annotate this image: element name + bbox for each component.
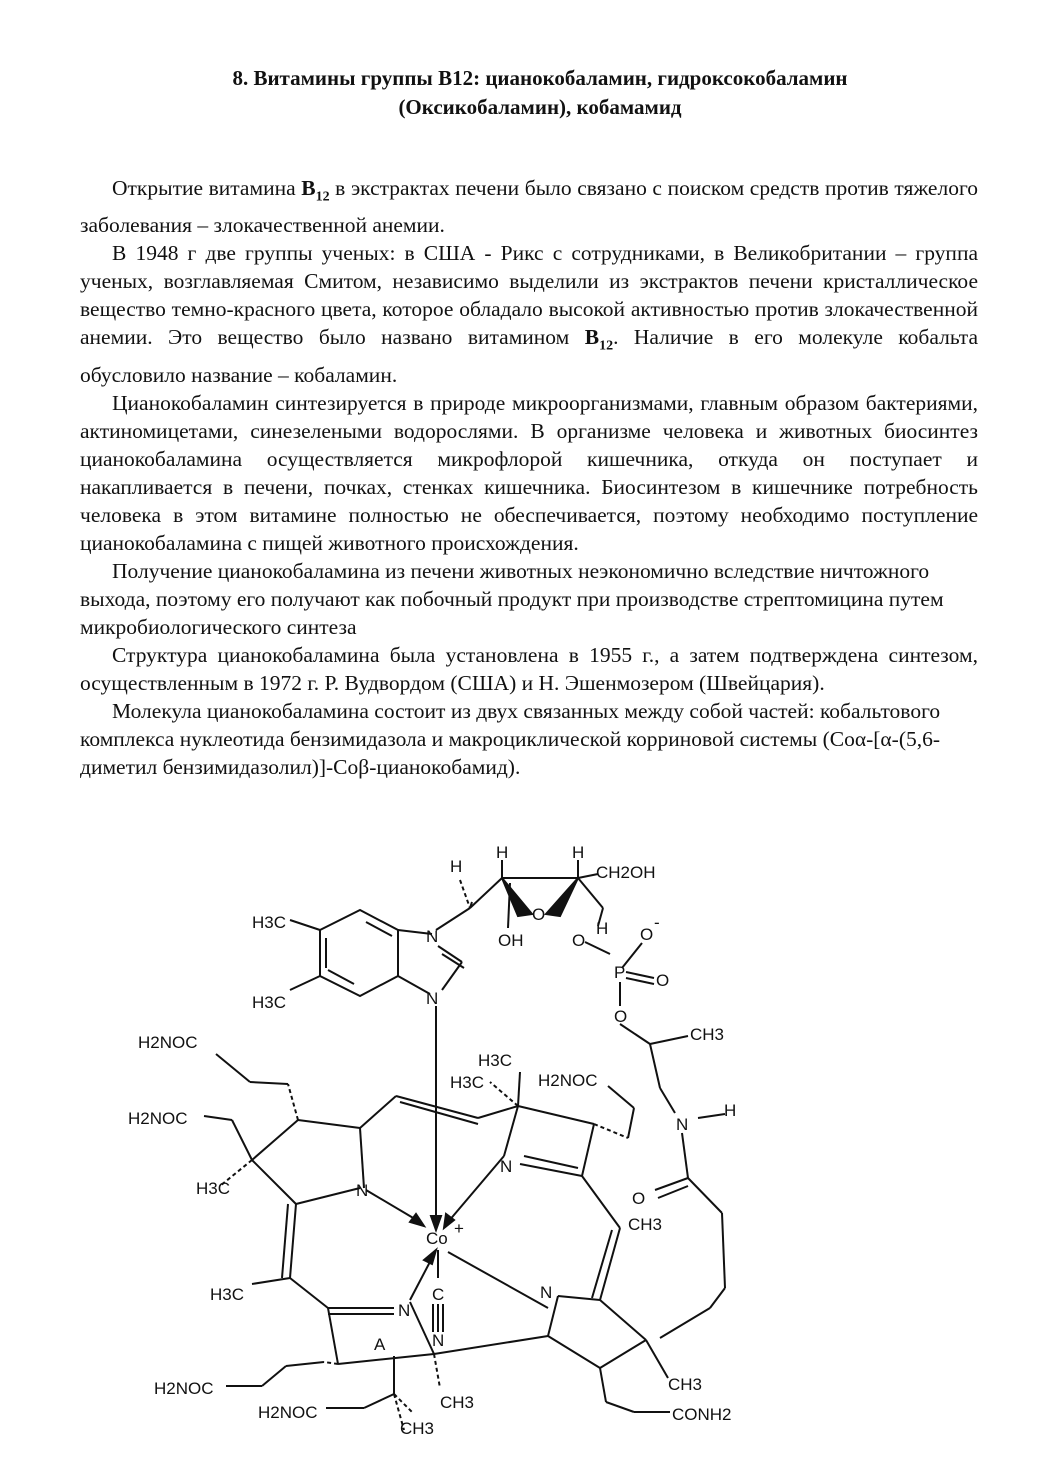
atom-label: H2NOC	[154, 1379, 214, 1398]
atom-label: O	[532, 905, 546, 924]
paragraph-2	[80, 239, 978, 388]
vitamin-b12-label	[584, 325, 614, 354]
p1-text-a: Открытие витамина	[112, 176, 302, 200]
atom-label: CH3	[440, 1393, 475, 1412]
atom-label: CONH2	[672, 1405, 732, 1424]
atom-label: N	[356, 1181, 369, 1200]
title-line-2: (Оксикобаламин), кобамамид	[398, 95, 682, 119]
structure-bonds	[204, 860, 725, 1430]
p1-sub: 12	[315, 189, 330, 205]
body-text	[80, 174, 978, 781]
paragraph-1	[80, 174, 978, 239]
p2-sub: 12	[599, 338, 614, 354]
atom-label: N	[500, 1157, 513, 1176]
atom-label: H3C	[450, 1073, 485, 1092]
atom-label: H	[450, 857, 463, 876]
atom-label: H	[724, 1101, 737, 1120]
atom-label: N	[398, 1301, 411, 1320]
vitamin-b12-label	[301, 176, 330, 205]
atom-label: CH3	[628, 1215, 663, 1234]
atom-label: H2NOC	[138, 1033, 198, 1052]
atom-label: CH2OH	[596, 863, 656, 882]
atom-label: H3C	[252, 913, 287, 932]
atom-label: O	[572, 931, 586, 950]
atom-label: CH3	[400, 1419, 435, 1438]
p2-b: B	[584, 325, 600, 350]
atom-label: H	[596, 919, 609, 938]
cyanocobalamin-structure	[120, 838, 980, 1458]
section-title	[60, 64, 1020, 122]
atom-label: OH	[498, 931, 524, 950]
p1-b: B	[301, 176, 316, 200]
atom-label: H	[496, 843, 509, 862]
atom-label: N	[426, 927, 439, 946]
atom-label: H2NOC	[258, 1403, 318, 1422]
atom-label: C	[432, 1285, 445, 1304]
atom-label: H3C	[210, 1285, 245, 1304]
atom-label: H2NOC	[538, 1071, 598, 1090]
p1-text-c: в экстрактах печени было связано с поиском средств против тяжелого заболевания – злокачественной анемии.	[80, 176, 978, 238]
atom-label: N	[540, 1283, 553, 1302]
atom-label: H3C	[252, 993, 287, 1012]
p2-text-a: В 1948 г две группы ученых: в США - Рикс с сотрудниками, в Великобритании – группа ученых, возглавляемая Смитом, независимо выделили из экстрактов печени кристаллическое вещество темно-красного цвета, которое обладало высокой активностью против злокачественной анемии. Это вещество было названо витамином	[80, 241, 978, 350]
atom-label: N	[432, 1331, 445, 1350]
atom-label: H3C	[196, 1179, 231, 1198]
atom-label: O	[614, 1007, 628, 1026]
paragraph-6: Молекула цианокобаламина состоит из двух связанных между собой частей: кобальтового комплекса нуклеотида бензимидазола и макроциклической корриновой системы (Coα-[α-(5,6-диметил бензимидазолил)]-Coβ-цианокобамид).	[80, 698, 941, 779]
atom-label: A	[374, 1335, 386, 1354]
atom-label: -	[654, 913, 660, 932]
atom-label: O	[640, 925, 654, 944]
paragraph-5: Структура цианокобаламина была установлена в 1955 г., а затем подтверждена синтезом, осуществленным в 1972 г. Р. Вудвордом (США) и Н. Эшенмозером (Швейцария).	[80, 642, 978, 695]
atom-label: CH3	[690, 1025, 725, 1044]
title-line-1: 8. Витамины группы B12: цианокобаламин, гидроксокобаламин	[232, 66, 848, 90]
atom-label: H	[572, 843, 585, 862]
atom-label: O	[656, 971, 670, 990]
atom-label: N	[676, 1115, 689, 1134]
atom-label: Co	[426, 1229, 448, 1248]
atom-label: +	[454, 1219, 464, 1238]
paragraph-4: Получение цианокобаламина из печени животных неэкономично вследствие ничтожного выхода, поэтому его получают как побочный продукт при производстве стрептомицина путем микробиологического синтеза	[80, 558, 944, 639]
paragraph-3: Цианокобаламин синтезируется в природе микроорганизмами, главным образом бактериями, актиномицетами, синезелеными водорослями. В организме человека и животных биосинтез цианокобаламина осуществляется микрофлорой кишечника, откуда он поступает и накапливается в печени, почках, стенках кишечника. Биосинтезом в кишечнике потребность человека в этом витамине полностью не обеспечивается, поэтому необходимо поступление цианокобаламина с пищей животного происхождения.	[80, 390, 978, 555]
atom-label: H2NOC	[128, 1109, 188, 1128]
atom-label: CH3	[668, 1375, 703, 1394]
atom-label: O	[632, 1189, 646, 1208]
atom-label: N	[426, 989, 439, 1008]
p2-text-c: . Наличие в его молекуле кобальта обусловило название – кобаламин.	[80, 325, 979, 387]
atom-label: H3C	[478, 1051, 513, 1070]
structure-labels	[128, 843, 736, 1438]
atom-label: P	[614, 963, 626, 982]
